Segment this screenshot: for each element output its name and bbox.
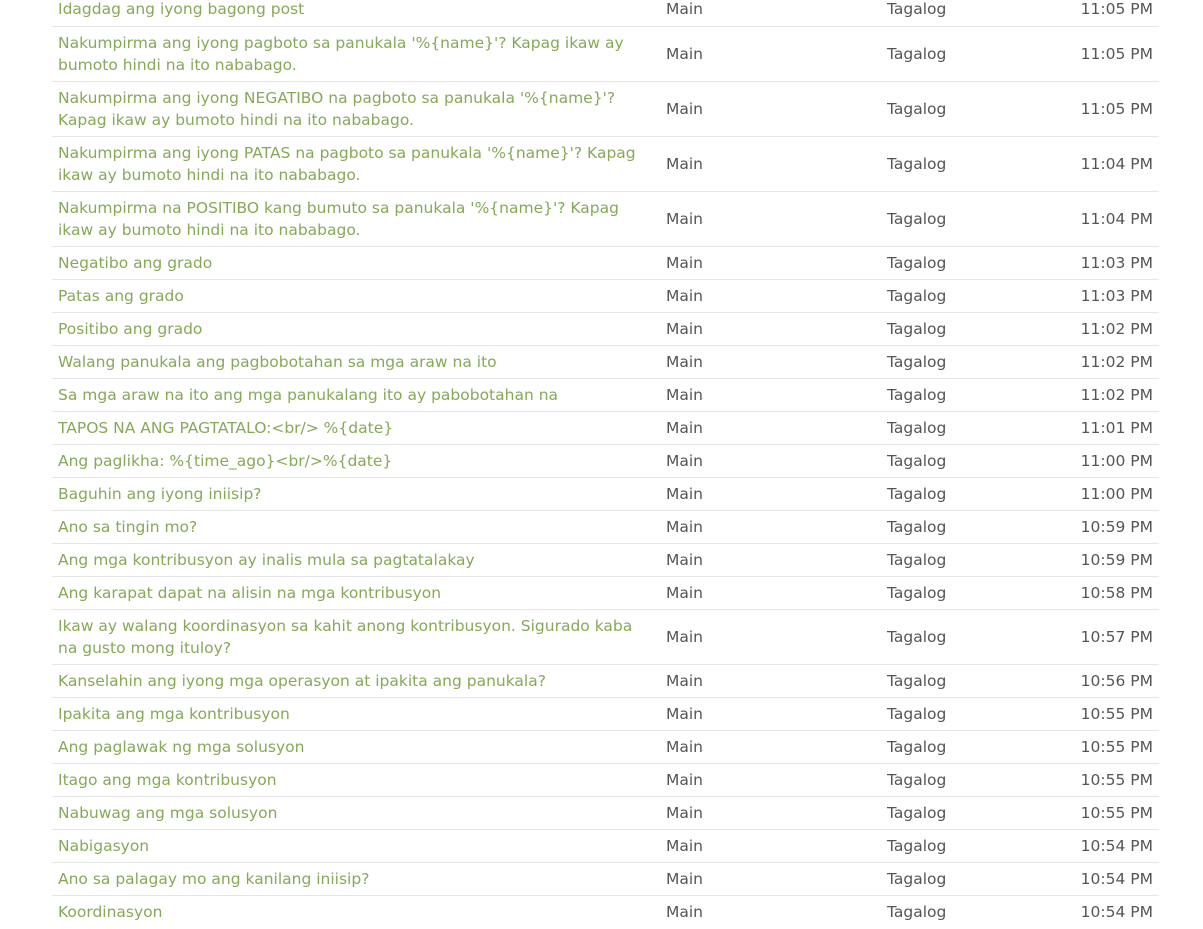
translation-link[interactable]: Itago ang mga kontribusyon (58, 770, 277, 789)
table-row (52, 862, 1159, 895)
time-cell: 10:58 PM (1043, 576, 1159, 609)
language-cell: Tagalog (881, 191, 1043, 246)
resource-cell: Main (660, 26, 881, 81)
table-row (52, 378, 1159, 411)
table-row (52, 81, 1159, 136)
table-row (52, 697, 1159, 730)
language-cell: Tagalog (881, 763, 1043, 796)
language-cell: Tagalog (881, 345, 1043, 378)
translation-link[interactable]: TAPOS NA ANG PAGTATALO:<br/> %{date} (58, 418, 394, 437)
time-cell: 10:54 PM (1043, 895, 1159, 928)
translation-link[interactable]: Nakumpirma na POSITIBO kang bumuto sa panukala '%{name}'? Kapag ikaw ay bumoto hindi na ito nababago. (58, 198, 619, 239)
translation-link[interactable]: Negatibo ang grado (58, 253, 213, 272)
translation-link[interactable]: Nakumpirma ang iyong PATAS na pagboto sa panukala '%{name}'? Kapag ikaw ay bumoto hindi na ito nababago. (58, 143, 636, 184)
time-cell: 10:55 PM (1043, 697, 1159, 730)
table-row (52, 136, 1159, 191)
translation-link[interactable]: Ang paglawak ng mga solusyon (58, 737, 305, 756)
table-row (52, 345, 1159, 378)
table-row (52, 411, 1159, 444)
time-cell: 11:00 PM (1043, 477, 1159, 510)
time-cell: 10:55 PM (1043, 730, 1159, 763)
translation-link[interactable]: Nakumpirma ang iyong pagboto sa panukala '%{name}'? Kapag ikaw ay bumoto hindi na ito nababago. (58, 33, 624, 74)
resource-cell: Main (660, 279, 881, 312)
table-row (52, 191, 1159, 246)
translation-link[interactable]: Sa mga araw na ito ang mga panukalang ito ay pabobotahan na (58, 385, 559, 404)
translation-link[interactable]: Ang mga kontribusyon ay inalis mula sa pagtatalakay (58, 550, 475, 569)
time-cell: 11:02 PM (1043, 378, 1159, 411)
resource-cell: Main (660, 312, 881, 345)
translation-link[interactable]: Positibo ang grado (58, 319, 203, 338)
language-cell: Tagalog (881, 862, 1043, 895)
resource-cell: Main (660, 81, 881, 136)
translation-link[interactable]: Ipakita ang mga kontribusyon (58, 704, 290, 723)
table-row (52, 796, 1159, 829)
time-cell: 11:04 PM (1043, 136, 1159, 191)
translation-link[interactable]: Idagdag ang iyong bagong post (58, 0, 305, 19)
table-row (52, 763, 1159, 796)
time-cell: 10:59 PM (1043, 543, 1159, 576)
time-cell: 10:55 PM (1043, 763, 1159, 796)
table-row (52, 477, 1159, 510)
resource-cell: Main (660, 895, 881, 928)
time-cell: 11:03 PM (1043, 246, 1159, 279)
table-row (52, 312, 1159, 345)
translation-link[interactable]: Koordinasyon (58, 902, 163, 921)
table-row (52, 26, 1159, 81)
table-row (52, 609, 1159, 664)
translation-link[interactable]: Baguhin ang iyong iniisip? (58, 484, 262, 503)
resource-cell: Main (660, 609, 881, 664)
language-cell: Tagalog (881, 312, 1043, 345)
translation-link[interactable]: Ang karapat dapat na alisin na mga kontribusyon (58, 583, 442, 602)
resource-cell: Main (660, 246, 881, 279)
language-cell: Tagalog (881, 136, 1043, 191)
language-cell: Tagalog (881, 444, 1043, 477)
table-row (52, 246, 1159, 279)
time-cell: 11:02 PM (1043, 345, 1159, 378)
time-cell: 11:04 PM (1043, 191, 1159, 246)
translation-link[interactable]: Ano sa tingin mo? (58, 517, 198, 536)
resource-cell: Main (666, 0, 704, 19)
language-cell: Tagalog (881, 609, 1043, 664)
resource-cell: Main (660, 411, 881, 444)
translation-link[interactable]: Nakumpirma ang iyong NEGATIBO na pagboto sa panukala '%{name}'? Kapag ikaw ay bumoto hindi na ito nababago. (58, 88, 616, 129)
table-row (52, 543, 1159, 576)
resource-cell: Main (660, 829, 881, 862)
language-cell: Tagalog (881, 543, 1043, 576)
language-cell: Tagalog (881, 796, 1043, 829)
resource-cell: Main (660, 730, 881, 763)
resource-cell: Main (660, 136, 881, 191)
time-cell: 11:02 PM (1043, 312, 1159, 345)
resource-cell: Main (660, 345, 881, 378)
resource-cell: Main (660, 543, 881, 576)
table-row (52, 664, 1159, 697)
language-cell: Tagalog (881, 576, 1043, 609)
table-row (52, 576, 1159, 609)
time-cell: 11:00 PM (1043, 444, 1159, 477)
time-cell: 11:05 PM (1043, 26, 1159, 81)
resource-cell: Main (660, 576, 881, 609)
language-cell: Tagalog (881, 697, 1043, 730)
time-cell: 10:59 PM (1043, 510, 1159, 543)
language-cell: Tagalog (881, 895, 1043, 928)
resource-cell: Main (660, 444, 881, 477)
resource-cell: Main (660, 378, 881, 411)
table-row (52, 895, 1159, 928)
language-cell: Tagalog (881, 477, 1043, 510)
language-cell: Tagalog (881, 829, 1043, 862)
resource-cell: Main (660, 510, 881, 543)
resource-cell: Main (660, 191, 881, 246)
translation-link[interactable]: Ikaw ay walang koordinasyon sa kahit anong kontribusyon. Sigurado kaba na gusto mong ituloy? (58, 616, 633, 657)
translation-link[interactable]: Ang paglikha: %{time_ago}<br/>%{date} (58, 451, 393, 470)
translation-link[interactable]: Walang panukala ang pagbobotahan sa mga araw na ito (58, 352, 497, 371)
language-cell: Tagalog (881, 510, 1043, 543)
time-cell: 11:03 PM (1043, 279, 1159, 312)
resource-cell: Main (660, 796, 881, 829)
table-row (52, 279, 1159, 312)
time-cell: 11:05 PM (1043, 81, 1159, 136)
language-cell: Tagalog (881, 26, 1043, 81)
time-cell: 10:54 PM (1043, 862, 1159, 895)
table-row (52, 730, 1159, 763)
translation-link[interactable]: Ano sa palagay mo ang kanilang iniisip? (58, 869, 370, 888)
table-row (52, 510, 1159, 543)
time-cell: 10:57 PM (1043, 609, 1159, 664)
resource-cell: Main (660, 763, 881, 796)
table-row (52, 0, 1159, 26)
translation-link[interactable]: Nabuwag ang mga solusyon (58, 803, 278, 822)
time-cell: 10:56 PM (1043, 664, 1159, 697)
resource-cell: Main (660, 697, 881, 730)
resource-cell: Main (660, 664, 881, 697)
language-cell: Tagalog (887, 0, 947, 19)
translation-link[interactable]: Nabigasyon (58, 836, 150, 855)
time-cell: 11:05 PM (1080, 0, 1153, 19)
translation-link[interactable]: Kanselahin ang iyong mga operasyon at ipakita ang panukala? (58, 671, 546, 690)
translation-link[interactable]: Patas ang grado (58, 286, 184, 305)
table-row (52, 829, 1159, 862)
table-row (52, 444, 1159, 477)
language-cell: Tagalog (881, 279, 1043, 312)
language-cell: Tagalog (881, 411, 1043, 444)
language-cell: Tagalog (881, 246, 1043, 279)
resource-cell: Main (660, 477, 881, 510)
language-cell: Tagalog (881, 81, 1043, 136)
language-cell: Tagalog (881, 378, 1043, 411)
language-cell: Tagalog (881, 730, 1043, 763)
time-cell: 11:01 PM (1043, 411, 1159, 444)
language-cell: Tagalog (881, 664, 1043, 697)
time-cell: 10:55 PM (1043, 796, 1159, 829)
translations-table (52, 0, 1159, 928)
resource-cell: Main (660, 862, 881, 895)
time-cell: 10:54 PM (1043, 829, 1159, 862)
